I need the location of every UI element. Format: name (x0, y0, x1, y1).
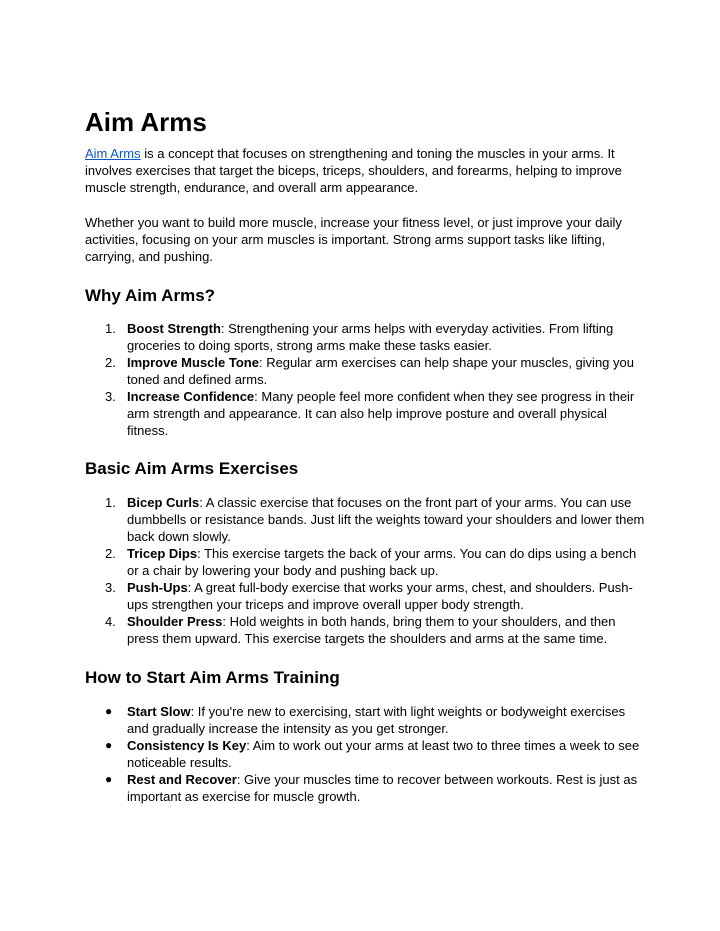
list-item (85, 703, 645, 737)
intro-paragraph-1-text: is a concept that focuses on strengthening and toning the muscles in your arms. It involves exercises that target the biceps, triceps, shoulders, and forearms, helping to improve muscle strength, endurance, and overall arm appearance. (85, 146, 622, 195)
list-marker: 4. (105, 614, 116, 629)
list-item-text: : This exercise targets the back of your arms. You can do dips using a bench or a chair by lowering your body and pushing back up. (127, 546, 637, 578)
exercises-list (85, 494, 645, 647)
list-item (85, 737, 645, 771)
bullet-icon: ● (105, 738, 113, 752)
list-item-term: Push-Ups (127, 580, 188, 595)
list-item (85, 354, 645, 388)
list-item-text: : Many people feel more confident when they see progress in their arm strength and appearance. It can also help improve posture and overall physical fitness. (127, 389, 635, 438)
list-item-text: : A great full-body exercise that works your arms, chest, and shoulders. Push-ups strengthen your triceps and improve overall upper body strength. (127, 580, 633, 612)
list-marker: 2. (105, 546, 116, 561)
list-marker: 1. (105, 495, 116, 510)
list-item (85, 545, 645, 579)
list-item-term: Increase Confidence (127, 389, 255, 404)
list-item-text: : Give your muscles time to recover between workouts. Rest is just as important as exercise for muscle growth. (127, 772, 638, 804)
bullet-icon: ● (105, 772, 113, 786)
aim-arms-link[interactable]: Aim Arms (85, 146, 141, 161)
list-item (85, 613, 645, 647)
list-item-term: Rest and Recover (127, 772, 237, 787)
intro-paragraph-1 (85, 145, 645, 196)
list-marker: 1. (105, 321, 116, 336)
why-heading: Why Aim Arms? (85, 286, 216, 305)
list-item-term: Improve Muscle Tone (127, 355, 259, 370)
list-item (85, 494, 645, 545)
exercises-heading: Basic Aim Arms Exercises (85, 459, 299, 478)
start-list (85, 703, 645, 805)
list-item (85, 320, 645, 354)
list-item-text: : Aim to work out your arms at least two to three times a week to see noticeable results. (127, 738, 640, 770)
why-list (85, 320, 645, 439)
list-item-term: Consistency Is Key (127, 738, 247, 753)
list-item-term: Shoulder Press (127, 614, 223, 629)
list-item-term: Start Slow (127, 704, 191, 719)
list-item-term: Bicep Curls (127, 495, 200, 510)
list-marker: 3. (105, 580, 116, 595)
list-item (85, 771, 645, 805)
intro-paragraph-2: Whether you want to build more muscle, increase your fitness level, or just improve your daily activities, focusing on your arm muscles is important. Strong arms support tasks like lifting, carrying, and pushing. (85, 215, 622, 264)
list-item (85, 579, 645, 613)
list-item-text: : Hold weights in both hands, bring them to your shoulders, and then press them upward. This exercise targets the shoulders and arms at the same time. (127, 614, 616, 646)
page-title: Aim Arms (85, 107, 207, 137)
list-item-term: Boost Strength (127, 321, 221, 336)
list-item-text: : If you're new to exercising, start with light weights or bodyweight exercises and gradually increase the intensity as you get stronger. (127, 704, 626, 736)
bullet-icon: ● (105, 704, 113, 718)
list-item (85, 388, 645, 439)
list-marker: 2. (105, 355, 116, 370)
list-item-text: : A classic exercise that focuses on the front part of your arms. You can use dumbbells or resistance bands. Just lift the weights toward your shoulders and lower them back down slowly. (127, 495, 645, 544)
list-item-text: : Strengthening your arms helps with everyday activities. From lifting groceries to doing sports, strong arms make these tasks easier. (127, 321, 614, 353)
list-item-text: : Regular arm exercises can help shape your muscles, giving you toned and defined arms. (127, 355, 634, 387)
start-heading: How to Start Aim Arms Training (85, 668, 340, 687)
list-marker: 3. (105, 389, 116, 404)
list-item-term: Tricep Dips (127, 546, 198, 561)
